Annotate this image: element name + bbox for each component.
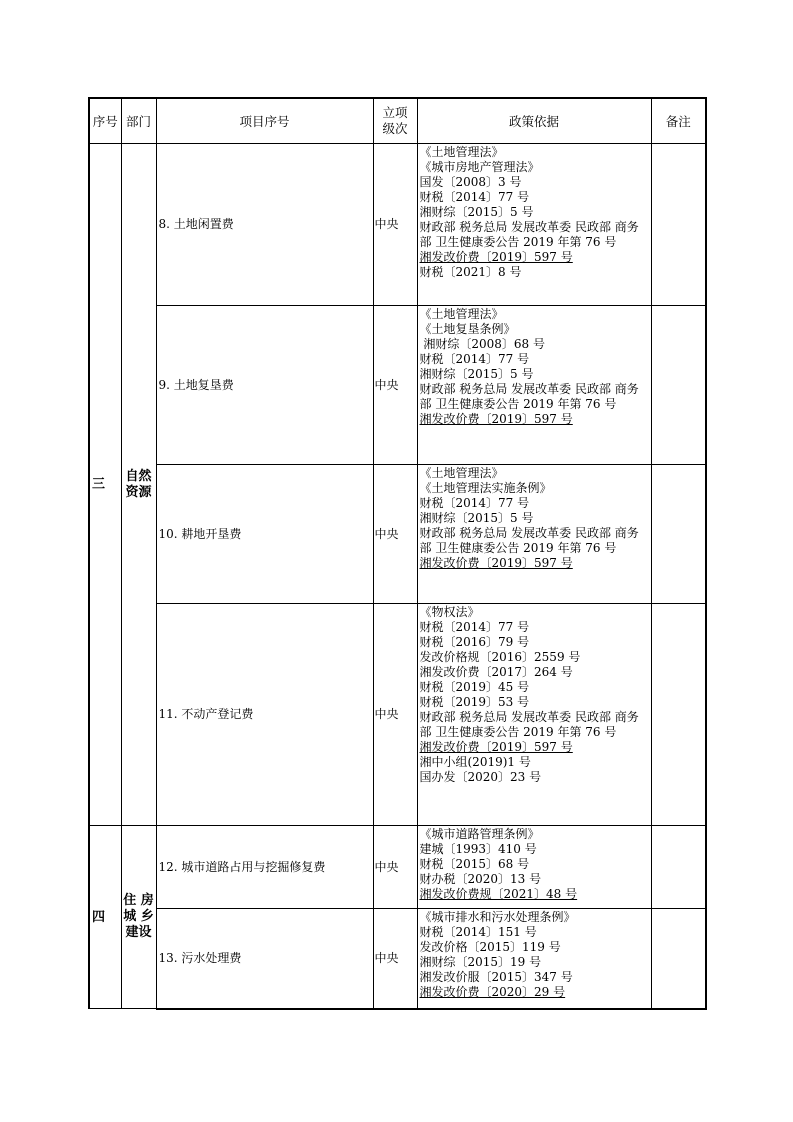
group-dept <box>121 144 156 826</box>
policy-line: 《土地管理法》 <box>419 145 504 159</box>
policy-line: 湘财综〔2008〕68 号 <box>419 337 545 351</box>
dept-line: 城 乡 <box>123 909 154 924</box>
policy-line: 财税〔2014〕77 号 <box>419 620 530 634</box>
policy-line: 财税〔2014〕77 号 <box>419 352 530 366</box>
note-cell <box>651 826 706 909</box>
group-seq: 四 <box>89 826 121 1009</box>
table-row <box>89 909 706 1009</box>
policy-line: 湘发改价费规〔2021〕48 号 <box>419 887 578 901</box>
policy-line: 《城市道路管理条例》 <box>419 827 540 841</box>
policy-line: 湘发改价费〔2017〕264 号 <box>419 665 573 679</box>
note-cell <box>651 306 706 465</box>
policy-line: 湘发改价费〔2020〕29 号 <box>419 985 566 999</box>
policy-line: 财政部 税务总局 发展改革委 民政部 商务部 卫生健康委公告 2019 年第 76 号 <box>419 382 639 411</box>
policy-list <box>417 909 651 1009</box>
policy-line: 国办发〔2020〕23 号 <box>419 770 542 784</box>
item-name: 13. 污水处理费 <box>156 909 373 1009</box>
table-header-row <box>89 98 706 144</box>
policy-line: 财政部 税务总局 发展改革委 民政部 商务部 卫生健康委公告 2019 年第 76 号 <box>419 710 639 739</box>
policy-line: 建城〔1993〕410 号 <box>419 842 537 856</box>
item-level: 中央 <box>373 306 417 465</box>
header-level <box>373 98 417 144</box>
policy-line: 财政部 税务总局 发展改革委 民政部 商务部 卫生健康委公告 2019 年第 76 号 <box>419 220 639 249</box>
policy-line: 湘发改价费〔2019〕597 号 <box>419 250 573 264</box>
item-level: 中央 <box>373 604 417 826</box>
policy-line: 湘发改价费〔2019〕597 号 <box>419 740 573 754</box>
item-level: 中央 <box>373 909 417 1009</box>
policy-line: 财税〔2014〕151 号 <box>419 925 537 939</box>
policy-line: 湘财综〔2015〕5 号 <box>419 205 534 219</box>
policy-line: 国发〔2008〕3 号 <box>419 175 522 189</box>
note-cell <box>651 144 706 306</box>
note-cell <box>651 465 706 604</box>
policy-line: 《城市排水和污水处理条例》 <box>419 910 576 924</box>
policy-line: 湘发改价服〔2015〕347 号 <box>419 970 573 984</box>
item-name: 9. 土地复垦费 <box>156 306 373 465</box>
item-level: 中央 <box>373 826 417 909</box>
item-name: 11. 不动产登记费 <box>156 604 373 826</box>
policy-line: 财税〔2016〕79 号 <box>419 635 530 649</box>
policy-line: 《城市房地产管理法》 <box>419 160 540 174</box>
policy-line: 《土地管理法》 <box>419 466 504 480</box>
item-level: 中央 <box>373 465 417 604</box>
note-cell <box>651 909 706 1009</box>
header-seq: 序号 <box>89 98 121 144</box>
item-level: 中央 <box>373 144 417 306</box>
policy-line: 湘中小组(2019)1 号 <box>419 755 531 769</box>
policy-line: 财税〔2015〕68 号 <box>419 857 530 871</box>
policy-line: 湘财综〔2015〕5 号 <box>419 367 534 381</box>
group-dept <box>121 826 156 1009</box>
policy-list <box>417 604 651 826</box>
policy-line: 《土地复垦条例》 <box>419 322 516 336</box>
table-row <box>89 144 706 306</box>
header-level-line2: 级次 <box>382 121 408 136</box>
policy-list <box>417 465 651 604</box>
table-row <box>89 826 706 909</box>
group-seq: 三 <box>89 144 121 826</box>
policy-line: 《物权法》 <box>419 605 480 619</box>
item-name: 12. 城市道路占用与挖掘修复费 <box>156 826 373 909</box>
policy-list <box>417 826 651 909</box>
table-row <box>89 465 706 604</box>
table-row <box>89 306 706 465</box>
header-note: 备注 <box>651 98 706 144</box>
item-name: 8. 土地闲置费 <box>156 144 373 306</box>
policy-line: 《土地管理法实施条例》 <box>419 481 552 495</box>
fee-policy-table <box>88 97 707 1010</box>
header-level-line1: 立项 <box>382 105 408 120</box>
policy-line: 财税〔2019〕45 号 <box>419 680 530 694</box>
policy-line: 财政部 税务总局 发展改革委 民政部 商务部 卫生健康委公告 2019 年第 76 号 <box>419 526 639 555</box>
policy-line: 发改价格规〔2016〕2559 号 <box>419 650 581 664</box>
item-name: 10. 耕地开垦费 <box>156 465 373 604</box>
policy-line: 财税〔2014〕77 号 <box>419 190 530 204</box>
policy-line: 财税〔2014〕77 号 <box>419 496 530 510</box>
policy-line: 湘发改价费〔2019〕597 号 <box>419 556 573 570</box>
policy-line: 湘发改价费〔2019〕597 号 <box>419 412 573 426</box>
policy-line: 财办税〔2020〕13 号 <box>419 872 542 886</box>
policy-line: 湘财综〔2015〕19 号 <box>419 955 542 969</box>
dept-line: 资源 <box>125 484 152 500</box>
policy-line: 财税〔2019〕53 号 <box>419 695 530 709</box>
policy-line: 《土地管理法》 <box>419 307 504 321</box>
note-cell <box>651 604 706 826</box>
dept-line: 自然 <box>125 468 152 484</box>
header-item: 项目序号 <box>156 98 373 144</box>
dept-line: 建设 <box>125 925 152 940</box>
policy-list <box>417 144 651 306</box>
dept-line: 住 房 <box>123 893 154 908</box>
table-row <box>89 604 706 826</box>
policy-line: 发改价格〔2015〕119 号 <box>419 940 561 954</box>
policy-list <box>417 306 651 465</box>
policy-line: 湘财综〔2015〕5 号 <box>419 511 534 525</box>
header-policy: 政策依据 <box>417 98 651 144</box>
policy-line: 财税〔2021〕8 号 <box>419 265 522 279</box>
header-dept: 部门 <box>121 98 156 144</box>
